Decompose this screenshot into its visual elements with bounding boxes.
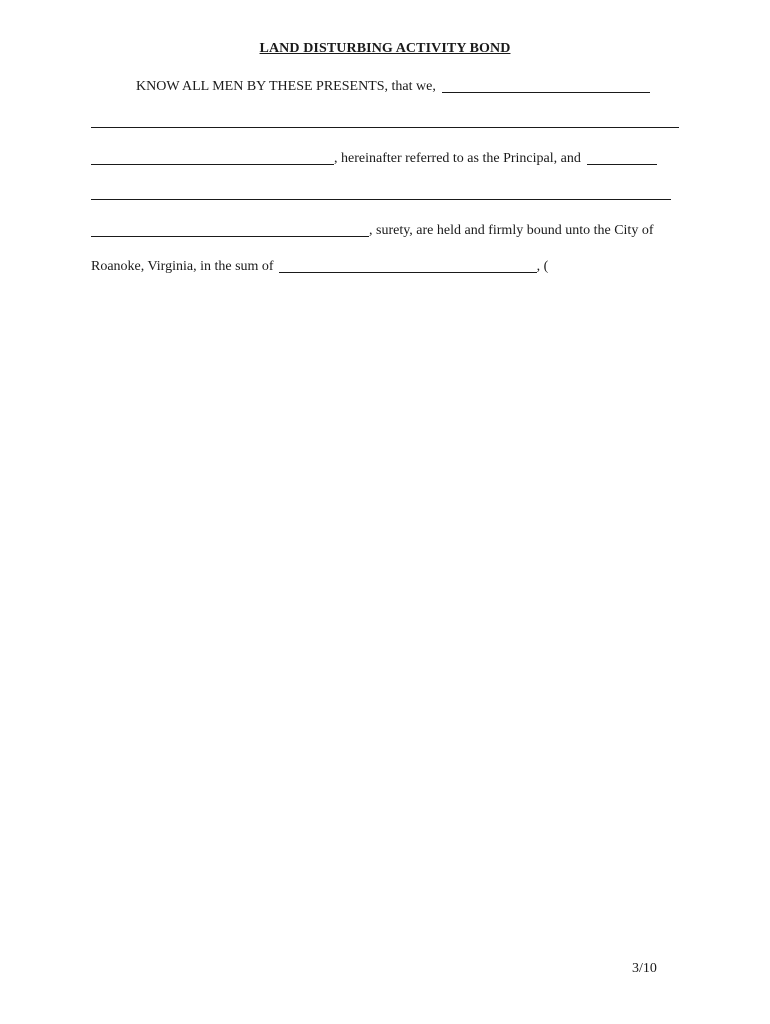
principal-clause-text: , hereinafter referred to as the Principal, and	[334, 151, 581, 166]
bond-line-4	[91, 186, 671, 203]
bond-amount-blank[interactable]	[279, 259, 537, 273]
document-title: LAND DISTURBING ACTIVITY BOND	[259, 41, 511, 56]
bond-line-6	[91, 258, 548, 276]
surety-address-blank[interactable]	[91, 223, 369, 237]
sum-suffix-text: , (	[536, 259, 549, 274]
intro-text: KNOW ALL MEN BY THESE PRESENTS, that we,	[136, 79, 436, 94]
page-number: 3/10	[632, 961, 657, 976]
bond-line-1	[136, 78, 650, 96]
surety-name-blank[interactable]	[587, 151, 657, 165]
surety-clause-text: , surety, are held and firmly bound unto the City of	[369, 223, 654, 238]
bond-line-5	[91, 222, 653, 240]
surety-name-continued-blank[interactable]	[91, 186, 671, 200]
principal-name-continued-blank[interactable]	[91, 114, 679, 128]
bond-line-3	[91, 150, 657, 168]
sum-clause-text: Roanoke, Virginia, in the sum of	[91, 259, 274, 274]
principal-name-blank[interactable]	[442, 79, 650, 93]
principal-address-blank[interactable]	[91, 151, 334, 165]
bond-line-2	[91, 114, 679, 131]
